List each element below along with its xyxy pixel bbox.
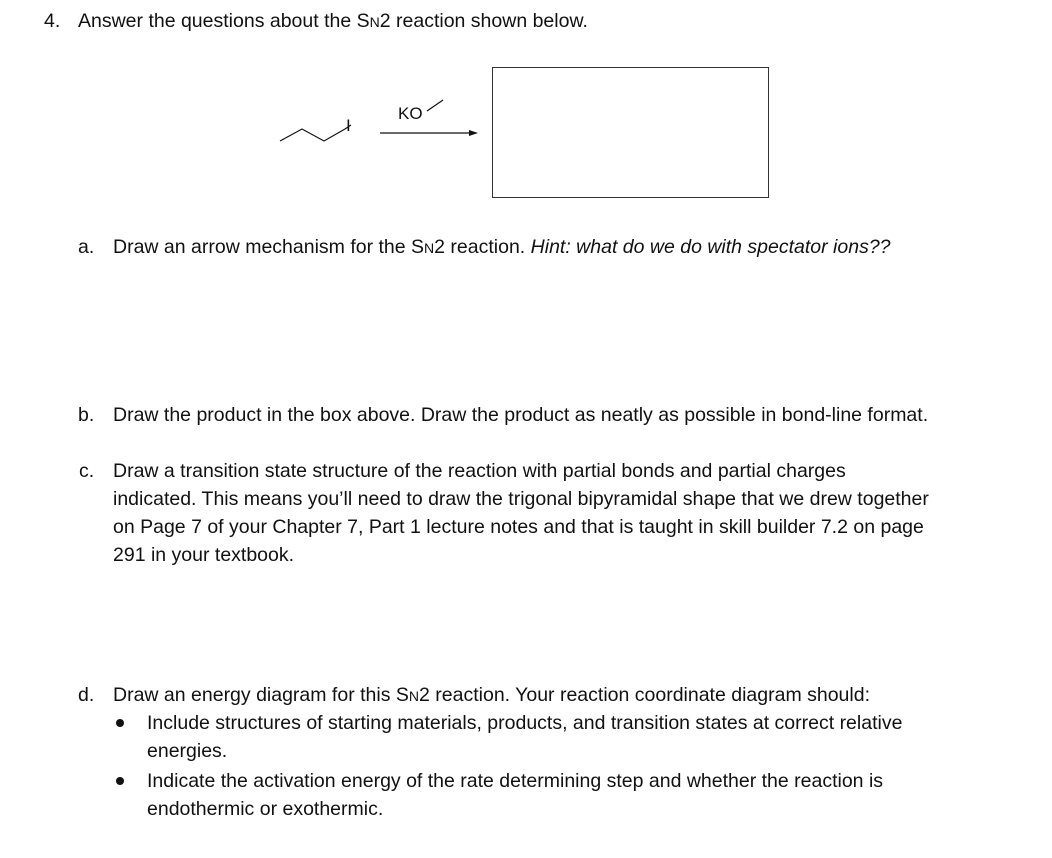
part-d-letter: d. xyxy=(78,684,95,706)
part-a-text xyxy=(113,236,891,259)
substrate-structure xyxy=(280,125,351,141)
part-a-letter: a. xyxy=(78,236,95,258)
part-d-subscript: N xyxy=(408,688,420,704)
part-a-text-after: 2 reaction. xyxy=(434,236,531,258)
question-subscript: N xyxy=(369,14,380,30)
bullet-2-line: Indicate the activation energy of the rate determining step and whether the reaction is xyxy=(147,770,884,792)
part-d-text xyxy=(113,684,870,707)
part-d-text-before: Draw an energy diagram for this S xyxy=(113,684,409,706)
bullet-2-line: endothermic or exothermic. xyxy=(147,798,384,820)
propyl-chain xyxy=(280,125,351,141)
bullet-1-line: energies. xyxy=(147,740,228,762)
part-d-text-after: 2 reaction. Your reaction coordinate diagram should: xyxy=(419,684,870,706)
bullet-icon xyxy=(116,719,124,727)
bullet-1-line: Include structures of starting materials, products, and transition states at correct relative xyxy=(147,712,903,734)
part-a-text-before: Draw an arrow mechanism for the S xyxy=(113,236,425,258)
part-b-letter: b. xyxy=(78,404,95,426)
part-c-line: indicated. This means you’ll need to draw the trigonal bipyramidal shape that we drew together xyxy=(113,488,929,510)
question-number: 4. xyxy=(44,10,61,32)
part-c-line: Draw a transition state structure of the reaction with partial bonds and partial charges xyxy=(113,460,846,482)
question-text-before: Answer the questions about the S xyxy=(78,10,370,32)
part-c-line: on Page 7 of your Chapter 7, Part 1 lecture notes and that is taught in skill builder 7.2 on page xyxy=(113,516,924,538)
iodine-label: I xyxy=(346,116,351,135)
part-a-hint: Hint: what do we do with spectator ions?? xyxy=(530,236,891,258)
part-a-subscript: N xyxy=(424,240,435,256)
bullet-icon xyxy=(116,777,124,785)
product-answer-box[interactable] xyxy=(492,67,769,198)
methyl-bond xyxy=(427,100,443,111)
reagent-label: KO xyxy=(398,104,423,123)
part-c-line: 291 in your textbook. xyxy=(113,544,295,566)
reaction-arrow xyxy=(380,130,478,136)
question-text-after: 2 reaction shown below. xyxy=(379,10,588,32)
part-c-letter: c. xyxy=(79,460,95,482)
part-b-text: Draw the product in the box above. Draw the product as neatly as possible in bond-line format. xyxy=(113,404,929,426)
